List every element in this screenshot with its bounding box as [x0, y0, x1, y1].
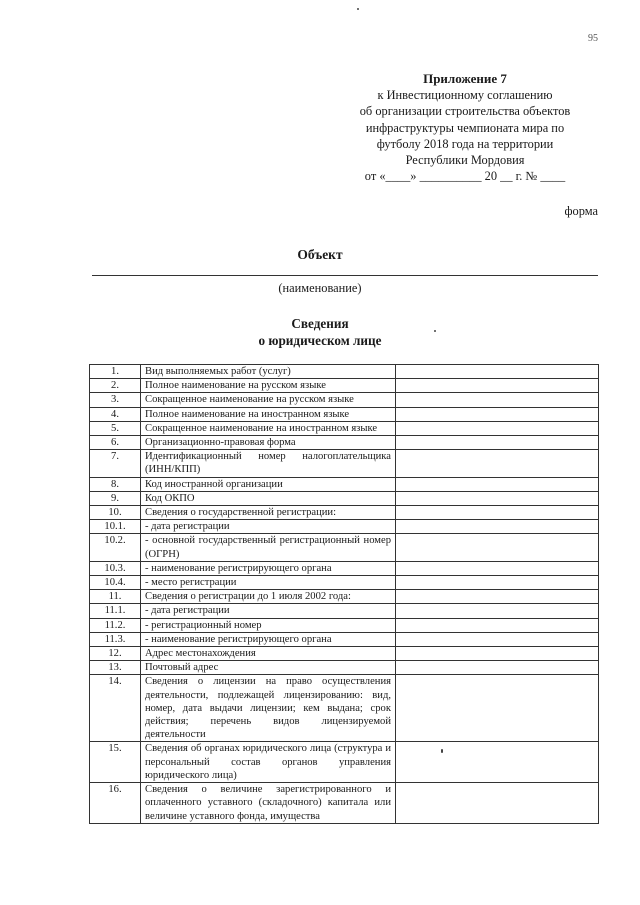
row-label: - дата регистрации	[141, 604, 396, 618]
row-number: 11.	[90, 590, 141, 604]
row-label: Код иностранной организации	[141, 477, 396, 491]
row-label: - основной государственный регистрационный номер (ОГРН)	[141, 534, 396, 561]
row-number: 14.	[90, 675, 141, 742]
object-title: Объект	[297, 247, 343, 262]
section-title	[0, 315, 640, 349]
section-title-line: Сведения	[291, 316, 349, 331]
row-label: Вид выполняемых работ (услуг)	[141, 365, 396, 379]
row-number: 12.	[90, 647, 141, 661]
row-value-cell[interactable]	[396, 561, 599, 575]
table-row	[90, 450, 599, 477]
row-number: 3.	[90, 393, 141, 407]
row-number: 8.	[90, 477, 141, 491]
table-row	[90, 675, 599, 742]
row-number: 4.	[90, 407, 141, 421]
row-number: 5.	[90, 421, 141, 435]
row-number: 2.	[90, 379, 141, 393]
row-value-cell[interactable]	[396, 576, 599, 590]
table-row	[90, 393, 599, 407]
object-subtitle: (наименование)	[278, 281, 362, 295]
row-value-cell[interactable]	[396, 520, 599, 534]
row-value-cell[interactable]	[396, 604, 599, 618]
row-value-cell[interactable]	[396, 407, 599, 421]
row-value-cell[interactable]	[396, 675, 599, 742]
row-label: Почтовый адрес	[141, 661, 396, 675]
row-value-cell[interactable]	[396, 618, 599, 632]
row-label: Идентификационный номер налогоплательщика (ИНН/КПП)	[141, 450, 396, 477]
row-number: 10.	[90, 506, 141, 520]
scan-speck	[434, 330, 436, 332]
table-row	[90, 783, 599, 824]
table-row	[90, 590, 599, 604]
row-value-cell[interactable]	[396, 491, 599, 505]
row-number: 10.1.	[90, 520, 141, 534]
row-label: Сведения о величине зарегистрированного и оплаченного уставного (складочного) капитала или величине уставного фонда, имущества	[141, 783, 396, 824]
annex-line: футболу 2018 года на территории	[376, 136, 554, 151]
row-number: 13.	[90, 661, 141, 675]
object-name-line	[92, 275, 598, 276]
row-number: 11.1.	[90, 604, 141, 618]
row-value-cell[interactable]	[396, 450, 599, 477]
row-number: 10.4.	[90, 576, 141, 590]
table-row	[90, 661, 599, 675]
row-value-cell[interactable]	[396, 632, 599, 646]
annex-line: Республики Мордовия	[405, 153, 525, 168]
table-row	[90, 632, 599, 646]
table-row	[90, 491, 599, 505]
row-value-cell[interactable]	[396, 421, 599, 435]
row-value-cell[interactable]	[396, 590, 599, 604]
row-label: Код ОКПО	[141, 491, 396, 505]
row-label: Сведения о регистрации до 1 июля 2002 года:	[141, 590, 396, 604]
table-row	[90, 506, 599, 520]
row-label: - наименование регистрирующего органа	[141, 632, 396, 646]
row-number: 15.	[90, 742, 141, 783]
row-number: 6.	[90, 436, 141, 450]
table-row	[90, 561, 599, 575]
row-label: - наименование регистрирующего органа	[141, 561, 396, 575]
row-number: 11.3.	[90, 632, 141, 646]
annex-line: от «____» __________ 20 __ г. № ____	[364, 169, 566, 184]
row-value-cell[interactable]	[396, 393, 599, 407]
row-number: 16.	[90, 783, 141, 824]
row-number: 9.	[90, 491, 141, 505]
section-title-line: о юридическом лице	[258, 333, 382, 348]
table-row	[90, 576, 599, 590]
page-number: 95	[588, 33, 598, 44]
table-row	[90, 477, 599, 491]
row-value-cell[interactable]	[396, 647, 599, 661]
row-value-cell[interactable]	[396, 506, 599, 520]
row-value-cell[interactable]	[396, 783, 599, 824]
table-row	[90, 520, 599, 534]
row-label: - место регистрации	[141, 576, 396, 590]
row-label: Полное наименование на русском языке	[141, 379, 396, 393]
annex-line: к Инвестиционному соглашению	[377, 88, 553, 103]
table-row	[90, 534, 599, 561]
row-value-cell[interactable]	[396, 365, 599, 379]
form-label: форма	[564, 204, 598, 218]
row-label: Сокращенное наименование на иностранном языке	[141, 421, 396, 435]
row-label: - регистрационный номер	[141, 618, 396, 632]
row-label: Сокращенное наименование на русском языке	[141, 393, 396, 407]
table-row	[90, 407, 599, 421]
row-label: Сведения о лицензии на право осуществления деятельности, подлежащей лицензированию: вид, номер, дата выдачи лицензии; кем выдана; срок действия; перечень видов лицензируемой деятельности	[141, 675, 396, 742]
row-label: - дата регистрации	[141, 520, 396, 534]
scan-speck	[357, 8, 359, 10]
row-label: Адрес местонахождения	[141, 647, 396, 661]
row-number: 10.2.	[90, 534, 141, 561]
row-value-cell[interactable]	[396, 477, 599, 491]
row-value-cell[interactable]	[396, 379, 599, 393]
table-row	[90, 647, 599, 661]
row-number: 1.	[90, 365, 141, 379]
legal-entity-table	[89, 364, 599, 824]
table-row	[90, 421, 599, 435]
annex-line: об организации строительства объектов	[359, 104, 571, 119]
table-row	[90, 365, 599, 379]
table-row	[90, 379, 599, 393]
row-value-cell[interactable]	[396, 436, 599, 450]
table-row	[90, 742, 599, 783]
scan-speck	[441, 749, 443, 753]
row-value-cell[interactable]	[396, 534, 599, 561]
annex-header	[330, 71, 600, 184]
row-value-cell[interactable]	[396, 661, 599, 675]
table-row	[90, 604, 599, 618]
row-number: 7.	[90, 450, 141, 477]
row-label: Организационно-правовая форма	[141, 436, 396, 450]
annex-line: инфраструктуры чемпионата мира по	[365, 120, 565, 135]
row-label: Полное наименование на иностранном языке	[141, 407, 396, 421]
annex-title: Приложение 7	[423, 71, 507, 86]
row-label: Сведения о государственной регистрации:	[141, 506, 396, 520]
row-number: 10.3.	[90, 561, 141, 575]
row-value-cell[interactable]	[396, 742, 599, 783]
row-label: Сведения об органах юридического лица (структура и персональный состав органов управления юридического лица)	[141, 742, 396, 783]
row-number: 11.2.	[90, 618, 141, 632]
table-row	[90, 618, 599, 632]
table-row	[90, 436, 599, 450]
